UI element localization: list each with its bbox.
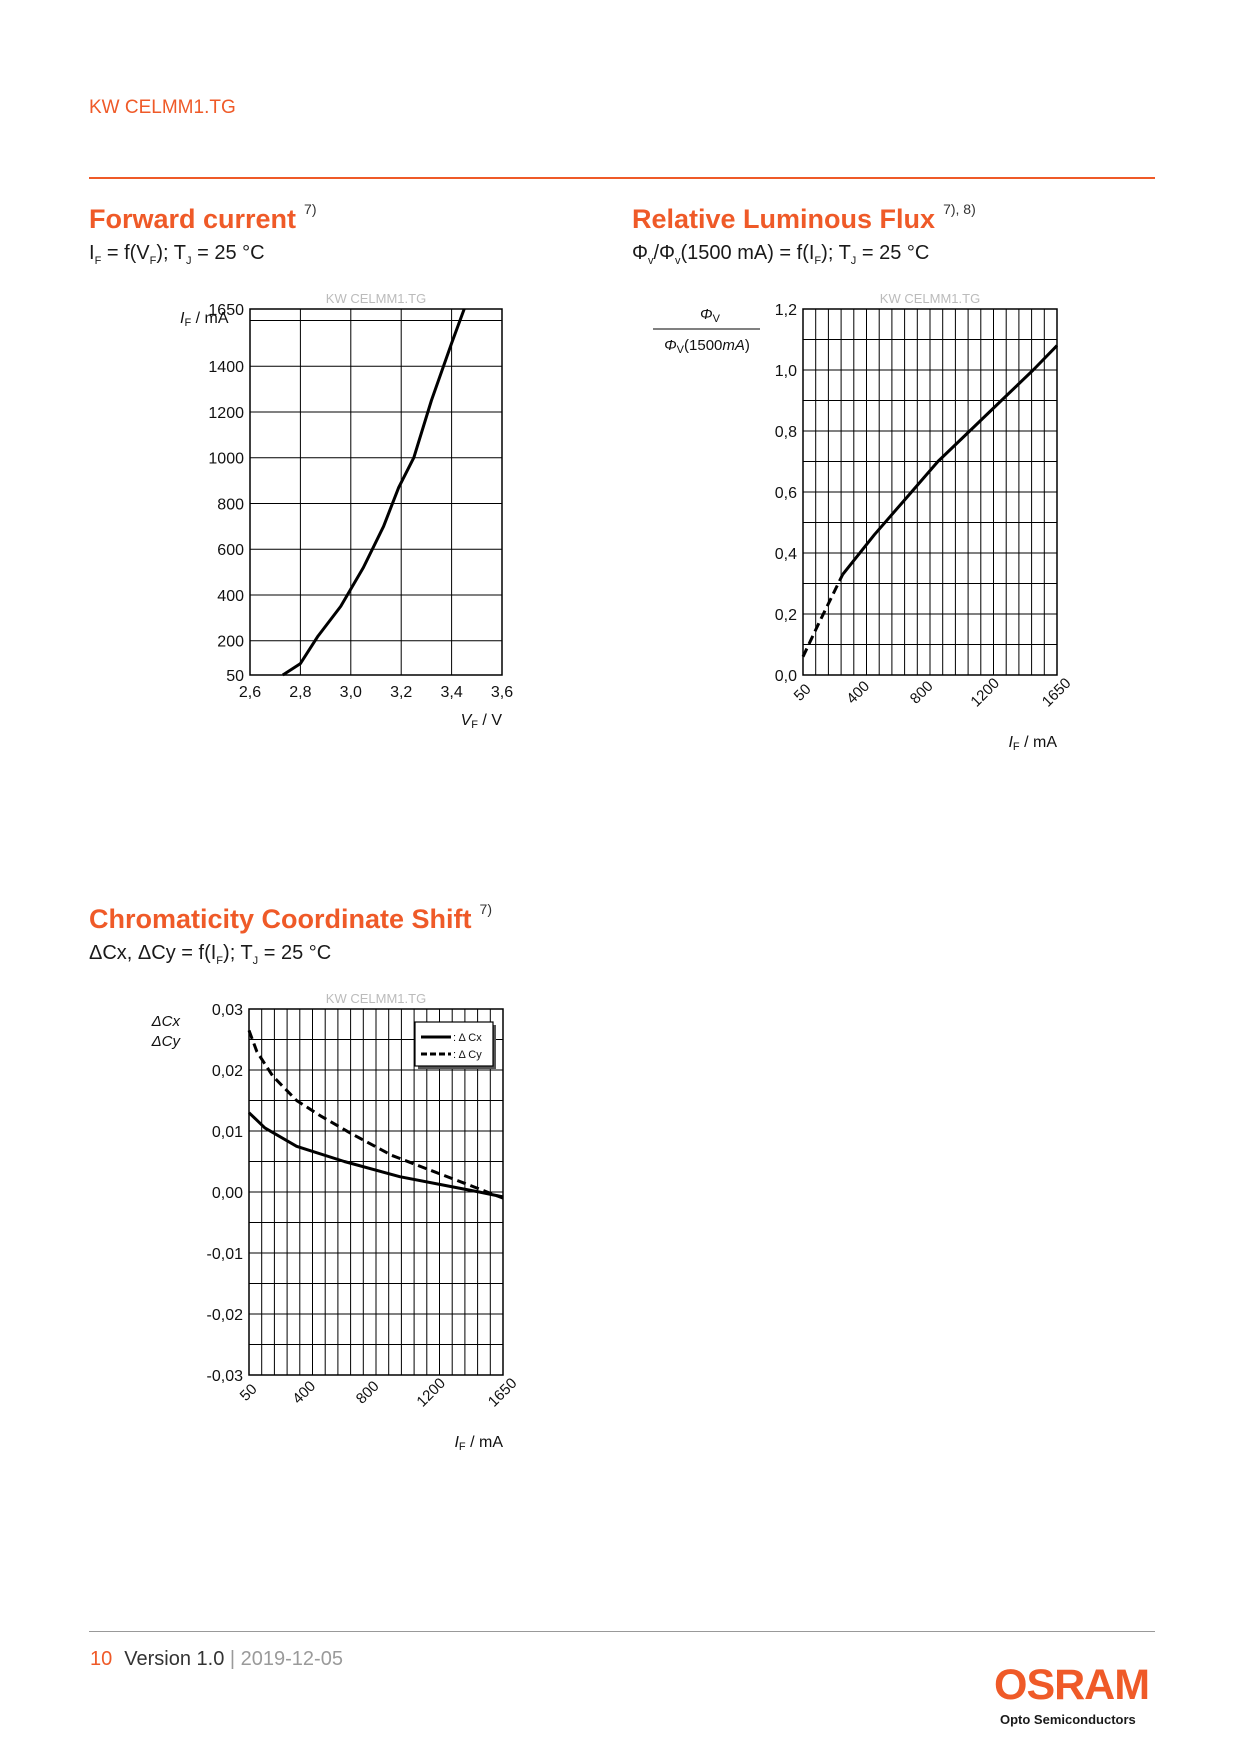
osram-logo: OSRAM	[994, 1661, 1150, 1709]
x-tick-label: 50	[790, 680, 815, 705]
forward-current-chart	[130, 288, 570, 808]
chart-watermark: KW CELMM1.TG	[325, 991, 427, 1006]
x-tick-label: 3,0	[339, 684, 362, 701]
y-tick-label: 0,4	[774, 546, 797, 563]
x-tick-label: 400	[843, 677, 874, 708]
y-axis-label-cy: ΔCy	[151, 1033, 180, 1050]
chart-watermark: KW CELMM1.TG	[325, 291, 427, 306]
luminous-flux-footnote: 7), 8)	[943, 201, 976, 217]
x-axis-label: IF / mA	[454, 1434, 503, 1453]
forward-current-title-text: Forward current	[89, 204, 297, 234]
release-date: 2019-12-05	[240, 1648, 343, 1670]
x-tick-label: 50	[236, 1380, 261, 1405]
y-tick-label: 200	[217, 633, 244, 651]
y-tick-label: 0,8	[774, 424, 797, 441]
x-axis-label: IF / mA	[1008, 734, 1057, 753]
legend-label-cx: : Δ Cx	[453, 1032, 482, 1044]
x-tick-label: 2,8	[289, 684, 312, 701]
chromaticity-footnote: 7)	[479, 901, 492, 917]
y-tick-label: 0,01	[211, 1124, 243, 1141]
x-tick-label: 800	[906, 677, 937, 708]
y-axis-label-numerator: $\Phi_V$	[700, 306, 720, 325]
legend-label-cy: : Δ Cy	[453, 1049, 482, 1061]
y-tick-label: 800	[217, 496, 244, 514]
luminous-flux-title	[632, 201, 976, 235]
y-tick-label: 1200	[208, 404, 244, 422]
series-line-solid	[283, 309, 464, 675]
osram-logo-subtitle: Opto Semiconductors	[1000, 1712, 1136, 1727]
chromaticity-subtitle: ΔCx, $\Delta Cy = f(I_F)$; $T_J = 25$ °C	[89, 942, 332, 967]
x-tick-label: 1200	[967, 674, 1004, 711]
y-tick-label: 0,6	[774, 485, 797, 502]
footer-rule	[89, 1631, 1155, 1632]
y-tick-label: -0,03	[206, 1368, 243, 1385]
chromaticity-title	[89, 901, 492, 935]
luminous-flux-subtitle: $\Phi_v/\Phi_v(1500$ $mA) = f(I_F)$; $T_J = 25$ °C	[632, 242, 930, 267]
footer-separator: |	[224, 1648, 241, 1670]
x-tick-label: 3,2	[390, 684, 413, 701]
forward-current-title	[89, 201, 317, 235]
luminous-flux-title-text: Relative Luminous Flux	[632, 204, 936, 234]
x-tick-label: 1650	[484, 1374, 521, 1411]
plot-frame	[250, 309, 502, 675]
document-product-name: KW CELMM1.TG	[89, 97, 236, 118]
footer-info	[90, 1648, 343, 1671]
y-tick-label: 1,0	[774, 363, 797, 380]
y-tick-label: 0,02	[211, 1063, 243, 1080]
y-tick-label: 400	[217, 587, 244, 605]
y-tick-label: 1400	[208, 359, 244, 377]
y-tick-label: 50	[226, 668, 244, 685]
series-line-solid	[843, 346, 1057, 575]
chromaticity-title-text: Chromaticity Coordinate Shift	[89, 904, 472, 934]
version-label: Version 1.0	[124, 1648, 225, 1670]
y-tick-label: 0,0	[774, 668, 797, 685]
x-tick-label: 3,4	[440, 684, 463, 701]
chromaticity-chart	[150, 988, 570, 1508]
x-tick-label: 800	[352, 1377, 383, 1408]
y-axis-label: IF / mA	[180, 310, 229, 329]
y-tick-label: 1,2	[774, 302, 797, 319]
y-tick-label: -0,01	[206, 1246, 243, 1263]
y-tick-label: 600	[217, 542, 244, 560]
x-axis-label: VF / V	[460, 712, 502, 731]
x-tick-label: 2,6	[238, 684, 262, 701]
chart-watermark: KW CELMM1.TG	[879, 291, 981, 306]
y-axis-label-denominator: $\Phi_V(1500mA)$	[664, 337, 750, 356]
x-tick-label: 1200	[413, 1374, 450, 1411]
x-tick-label: 3,6	[490, 684, 514, 701]
luminous-flux-chart	[650, 288, 1110, 808]
y-tick-label: 0,00	[211, 1185, 243, 1202]
y-tick-label: 1000	[208, 450, 244, 468]
y-tick-label: 0,2	[774, 607, 797, 624]
forward-current-subtitle: $I_F = f(V_F)$; $T_J = 25$ °C	[89, 242, 265, 267]
x-tick-label: 1650	[1038, 674, 1075, 711]
page-number: 10	[90, 1648, 113, 1670]
y-tick-label: 1650	[208, 302, 244, 319]
y-tick-label: -0,02	[206, 1307, 243, 1324]
forward-current-footnote: 7)	[304, 201, 317, 217]
header-rule	[89, 177, 1155, 179]
y-tick-label: 0,03	[211, 1002, 243, 1019]
x-tick-label: 400	[289, 1377, 320, 1408]
y-axis-label-cx: ΔCx	[151, 1013, 180, 1030]
